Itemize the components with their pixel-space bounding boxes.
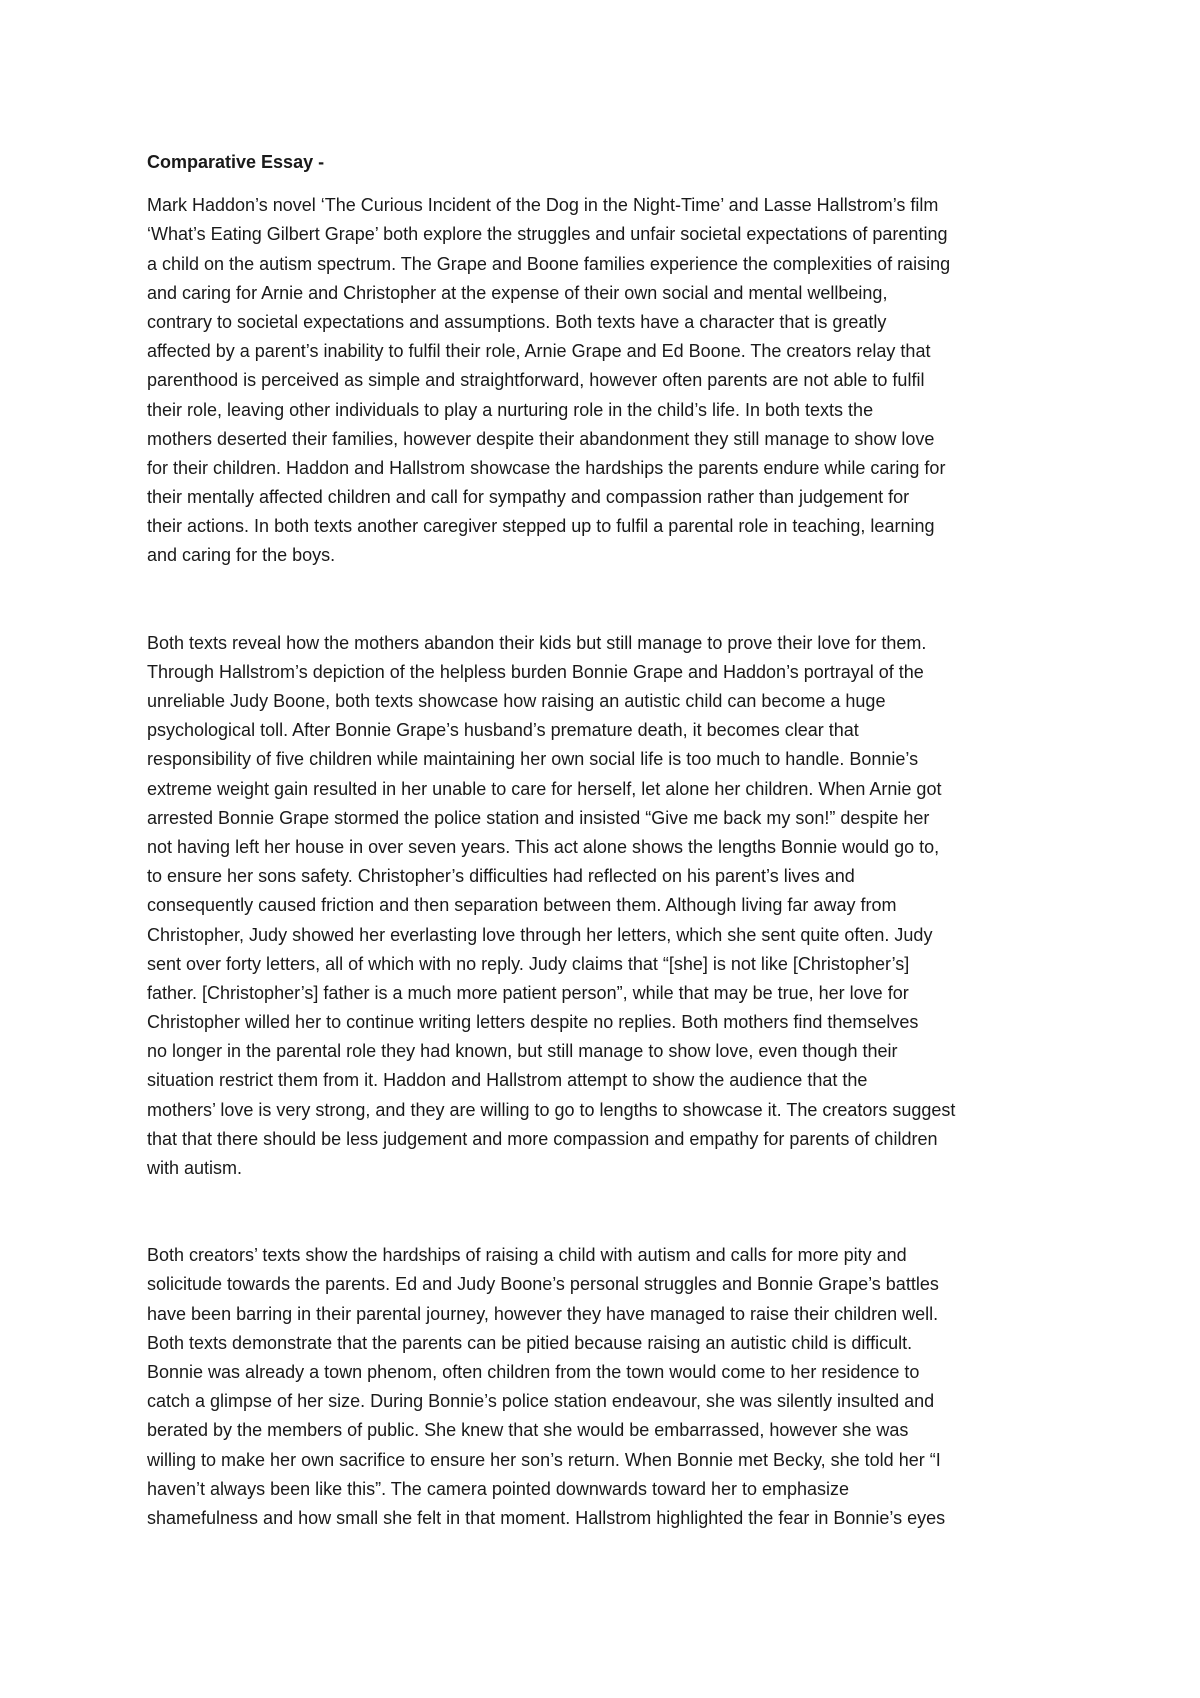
paragraph-line: solicitude towards the parents. Ed and Judy Boone’s personal struggles and Bonnie Grape’s battles (147, 1274, 939, 1295)
paragraph-line: parenthood is perceived as simple and straightforward, however often parents are not able to fulfil (147, 370, 925, 391)
paragraph-line: mothers deserted their families, however despite their abandonment they still manage to show love (147, 428, 935, 449)
paragraph-line: have been barring in their parental journey, however they have managed to raise their children well. (147, 1303, 939, 1324)
paragraph-line: Bonnie was already a town phenom, often children from the town would come to her residence to (147, 1361, 920, 1382)
paragraph-line: mothers’ love is very strong, and they are willing to go to lengths to showcase it. The creators suggest (147, 1099, 956, 1120)
paragraph-line: Through Hallstrom’s depiction of the helpless burden Bonnie Grape and Haddon’s portrayal of the (147, 661, 924, 682)
essay-title: Comparative Essay - (147, 152, 325, 172)
paragraph-line: contrary to societal expectations and assumptions. Both texts have a character that is greatly (147, 311, 887, 332)
paragraph-line: Both texts reveal how the mothers abandon their kids but still manage to prove their love for them. (147, 632, 927, 653)
paragraph-line: their actions. In both texts another caregiver stepped up to fulfil a parental role in teaching, learning (147, 516, 935, 537)
paragraph-line: a child on the autism spectrum. The Grape and Boone families experience the complexities of raising (147, 253, 951, 274)
paragraph-line: arrested Bonnie Grape stormed the police station and insisted “Give me back my son!” despite her (147, 807, 930, 828)
paragraph-line: Christopher, Judy showed her everlasting love through her letters, which she sent quite often. Judy (147, 924, 933, 945)
paragraph-line: to ensure her sons safety. Christopher’s difficulties had reflected on his parent’s lives and (147, 866, 855, 887)
paragraph-line: for their children. Haddon and Hallstrom showcase the hardships the parents endure while caring for (147, 457, 946, 478)
essay-paragraph-3 (147, 1241, 1067, 1533)
essay-paragraphs (147, 191, 1067, 1533)
paragraph-line: Christopher willed her to continue writing letters despite no replies. Both mothers find themselves (147, 1012, 919, 1033)
essay-paragraph-2 (147, 629, 1067, 1184)
paragraph-line: and caring for Arnie and Christopher at the expense of their own social and mental wellbeing, (147, 282, 888, 303)
paragraph-line: and caring for the boys. (147, 545, 336, 566)
paragraph-line: willing to make her own sacrifice to ensure her son’s return. When Bonnie met Becky, she told her “I (147, 1449, 941, 1470)
paragraph-line: catch a glimpse of her size. During Bonnie’s police station endeavour, she was silently insulted and (147, 1391, 935, 1412)
essay-body (147, 148, 1067, 1533)
paragraph-line: their role, leaving other individuals to play a nurturing role in the child’s life. In both texts the (147, 399, 874, 420)
paragraph-line: no longer in the parental role they had known, but still manage to show love, even though their (147, 1041, 898, 1062)
paragraph-line: Mark Haddon’s novel ‘The Curious Incident of the Dog in the Night-Time’ and Lasse Hallstrom’s film (147, 195, 939, 216)
paragraph-line: that that there should be less judgement and more compassion and empathy for parents of children (147, 1128, 938, 1149)
paragraph-line: situation restrict them from it. Haddon and Hallstrom attempt to show the audience that the (147, 1070, 868, 1091)
paragraph-line: ‘What’s Eating Gilbert Grape’ both explore the struggles and unfair societal expectations of parenting (147, 224, 948, 245)
paragraph-line: sent over forty letters, all of which with no reply. Judy claims that “[she] is not like [Christopher’s] (147, 953, 910, 974)
paragraph-line: with autism. (147, 1158, 243, 1179)
paragraph-line: responsibility of five children while maintaining her own social life is too much to handle. Bonnie’s (147, 749, 919, 770)
paragraph-line: haven’t always been like this”. The camera pointed downwards toward her to emphasize (147, 1478, 850, 1499)
paragraph-line: their mentally affected children and call for sympathy and compassion rather than judgement for (147, 487, 910, 508)
essay-paragraph-1 (147, 191, 1067, 570)
paragraph-line: unreliable Judy Boone, both texts showcase how raising an autistic child can become a huge (147, 691, 886, 712)
paragraph-line: berated by the members of public. She knew that she would be embarrassed, however she was (147, 1420, 909, 1441)
paragraph-line: psychological toll. After Bonnie Grape’s husband’s premature death, it becomes clear that (147, 720, 859, 741)
paragraph-line: shamefulness and how small she felt in that moment. Hallstrom highlighted the fear in Bonnie’s eyes (147, 1507, 946, 1528)
paragraph-line: affected by a parent’s inability to fulfil their role, Arnie Grape and Ed Boone. The creators relay that (147, 341, 931, 362)
paragraph-line: consequently caused friction and then separation between them. Although living far away from (147, 895, 897, 916)
paragraph-line: Both texts demonstrate that the parents can be pitied because raising an autistic child is difficult. (147, 1332, 913, 1353)
paragraph-line: Both creators’ texts show the hardships of raising a child with autism and calls for more pity and (147, 1245, 907, 1266)
paragraph-line: extreme weight gain resulted in her unable to care for herself, let alone her children. When Arnie got (147, 778, 942, 799)
paragraph-line: father. [Christopher’s] father is a much more patient person”, while that may be true, her love for (147, 982, 909, 1003)
paragraph-line: not having left her house in over seven years. This act alone shows the lengths Bonnie would go to, (147, 836, 940, 857)
